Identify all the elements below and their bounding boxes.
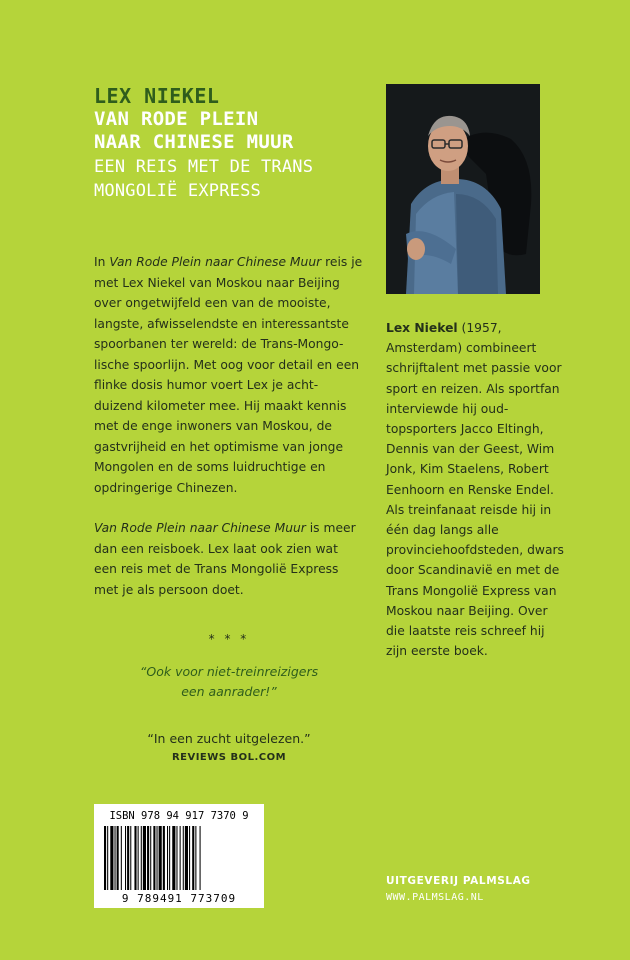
review-quote-1-line-1: “Ook voor niet-treinreizigers	[139, 664, 319, 679]
blurb-p1-text: reis je met Lex Niekel van Moskou naar Beijing over ongetwijfeld een van de mooiste, langste, afwisselendste en interessantste spoorbanen ter wereld: de Trans-Mongo- lische spoorlijn. Met oog voor detail en een flinke dosis humor voert Lex je acht- duizend kilometer mee. Hij maakt kennis met de enge inwoners van Moskou, de gastvrijheid en het optimisme van jonge Mongolen en de soms luidruchtige en opdringerige Chinezen.	[94, 255, 363, 495]
blurb-p1-pre: In	[94, 255, 110, 269]
blurb-paragraph-2	[94, 518, 364, 600]
publisher-name: UITGEVERIJ PALMSLAG	[386, 875, 531, 887]
book-blurb	[94, 252, 364, 600]
isbn-barcode	[94, 804, 264, 908]
review-quote-1-line-2: een aanrader!”	[181, 684, 277, 699]
review-quote-2: “In een zucht uitgelezen.”	[147, 731, 311, 746]
isbn-label: ISBN 978 94 917 7370 9	[109, 810, 249, 822]
blurb-paragraph-1	[94, 252, 364, 498]
book-title-line-2: NAAR CHINESE MUUR	[94, 131, 294, 153]
author-name: LEX NIEKEL	[94, 84, 220, 108]
subtitle-line-2: MONGOLIË EXPRESS	[94, 181, 261, 201]
subtitle-line-1: EEN REIS MET DE TRANS	[94, 157, 314, 177]
blurb-p1-title: Van Rode Plein naar Chinese Muur	[109, 255, 322, 269]
review-source: REVIEWS BOL.COM	[171, 752, 287, 763]
section-stars: * * *	[208, 632, 250, 646]
author-portrait-icon	[386, 84, 540, 294]
blurb-p2-text: is meer dan een reisboek. Lex laat ook zien wat een reis met de Trans Mongolië Express met je als persoon doet.	[94, 521, 356, 597]
barcode-digits: 9 789491 773709	[121, 892, 237, 905]
bio-author-name: Lex Niekel	[386, 321, 458, 335]
cover-header	[94, 84, 374, 202]
publisher-website: WWW.PALMSLAG.NL	[386, 892, 484, 903]
review-quote-1	[94, 662, 364, 702]
author-photo	[386, 84, 540, 294]
blurb-p2-title: Van Rode Plein naar Chinese Muur	[94, 521, 306, 535]
book-title-line-1: VAN RODE PLEIN	[94, 108, 259, 130]
bio-text: (1957, Amsterdam) combineert schrijftalent met passie voor sport en reizen. Als sportfan interviewde hij oud-topsporters Jacco Eltingh, Dennis van der Geest, Wim Jonk, Kim Staelens, Robert Eenhoorn en Renske Endel. Als treinfanaat reisde hij in één dag langs alle provinciehoofdsteden, dwars door Scandinavië en met de Trans Mongolië Express van Moskou naar Beijing. Over die laatste reis schreef hij zijn eerste boek.	[386, 321, 564, 659]
author-bio	[386, 318, 566, 661]
